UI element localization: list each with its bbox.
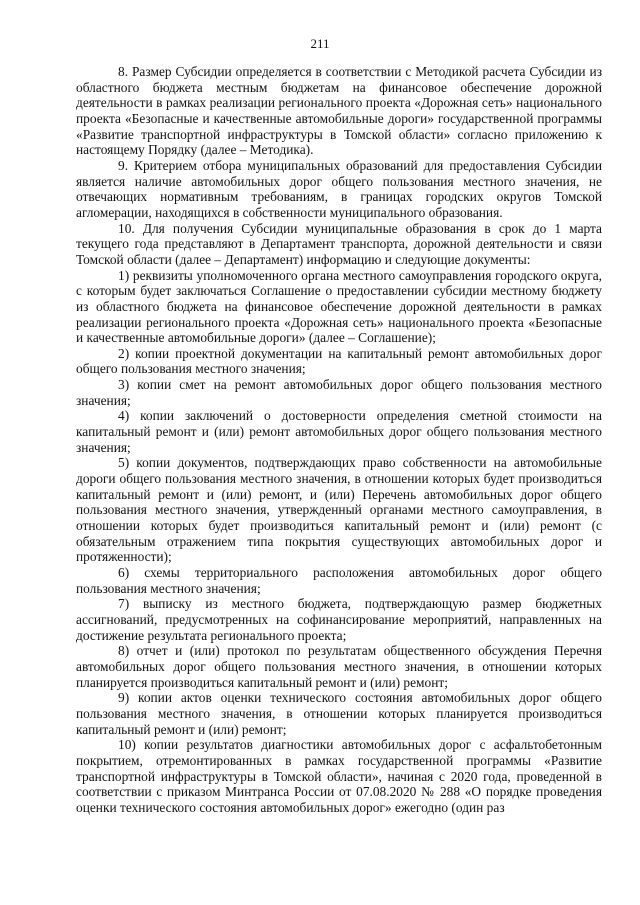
list-item-1: 1) реквизиты уполномоченного органа местного самоуправления городского округа, с которым будет заключаться Соглашение о предоставлении субсидии местному бюджету из областного бюджета на финансовое обеспечение дорожной деятельности в рамках реализации регионального проекта «Дорожная сеть» национального проекта «Безопасные и качественные автомобильные дороги» (далее – Соглашение); bbox=[76, 267, 602, 346]
list-item-9: 9) копии актов оценки технического состояния автомобильных дорог общего пользования местного значения, в отношении которых планируется производиться капитальный ремонт и (или) ремонт; bbox=[76, 690, 602, 737]
list-item-10: 10) копии результатов диагностики автомобильных дорог с асфальтобетонным покрытием, отремонтированных в рамках государственной программы «Развитие транспортной инфраструктуры в Томской области», начиная с 2020 года, проведенной в соответствии с приказом Минтранса России от 07.08.2020 № 288 «О порядке проведения оценки технического состояния автомобильных дорог» ежегодно (один раз bbox=[76, 737, 602, 815]
paragraph-9: 9. Критерием отбора муниципальных образований для предоставления Субсидии является наличие автомобильных дорог общего пользования местного значения, не отвечающих нормативным требованиям, в границах городских округов Томской агломерации, находящихся в собственности муниципального образования. bbox=[76, 157, 602, 220]
list-item-3: 3) копии смет на ремонт автомобильных дорог общего пользования местного значения; bbox=[76, 377, 602, 408]
page-number: 211 bbox=[310, 36, 330, 51]
paragraph-10: 10. Для получения Субсидии муниципальные образования в срок до 1 марта текущего года представляют в Департамент транспорта, дорожной деятельности и связи Томской области (далее – Департамент) информацию и следующие документы: bbox=[76, 220, 602, 267]
list-item-6: 6) схемы территориального расположения автомобильных дорог общего пользования местного значения; bbox=[76, 565, 602, 596]
list-item-2: 2) копии проектной документации на капитальный ремонт автомобильных дорог общего пользования местного значения; bbox=[76, 345, 602, 377]
list-item-7: 7) выписку из местного бюджета, подтверждающую размер бюджетных ассигнований, предусмотренных на софинансирование мероприятий, направленных на достижение результата регионального проекта; bbox=[76, 596, 602, 643]
list-item-4: 4) копии заключений о достоверности определения сметной стоимости на капитальный ремонт и (или) ремонт автомобильных дорог общего пользования местного значения; bbox=[76, 408, 602, 455]
paragraph-8: 8. Размер Субсидии определяется в соответствии с Методикой расчета Субсидии из областного бюджета местным бюджетам на финансовое обеспечение дорожной деятельности в рамках реализации регионального проекта «Дорожная сеть» национального проекта «Безопасные и качественные автомобильные дороги» государственной программы «Развитие транспортной инфраструктуры в Томской области» согласно приложению к настоящему Порядку (далее – Методика). bbox=[76, 64, 602, 158]
list-item-5: 5) копии документов, подтверждающих право собственности на автомобильные дороги общего пользования местного значения, в отношении которых будет производиться капитальный ремонт и (или) ремонт, и (или) Перечень автомобильных дорог общего пользования местного значения, утвержденный органами местного самоуправления, в отношении которых будет производиться капитальный ремонт и (или) ремонт (с обязательным отражением типа покрытия существующих автомобильных дорог и протяженности); bbox=[76, 455, 602, 565]
list-item-8: 8) отчет и (или) протокол по результатам общественного обсуждения Перечня автомобильных дорог общего пользования местного значения, в отношении которых планируется производиться капитальный ремонт и (или) ремонт; bbox=[76, 643, 602, 690]
document-body bbox=[76, 64, 602, 816]
